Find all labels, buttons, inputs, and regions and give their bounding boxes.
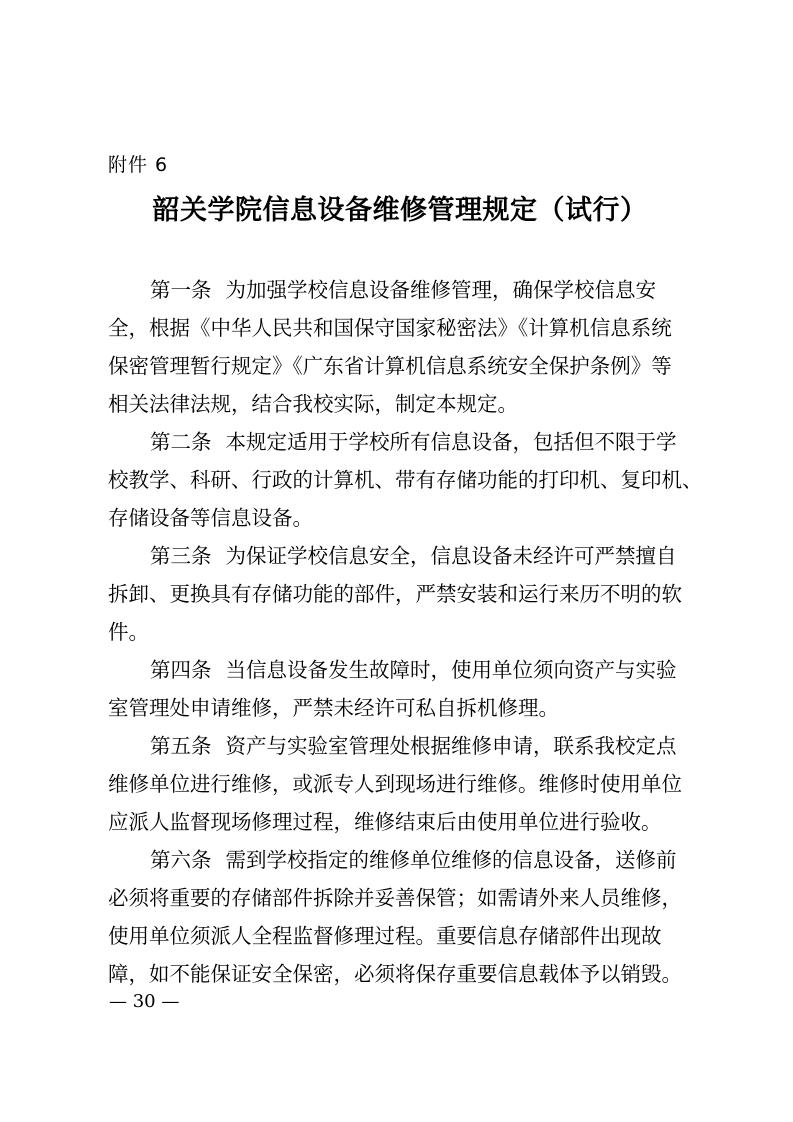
article-line: 件。 — [108, 620, 149, 644]
article-3 — [108, 537, 698, 651]
article-line — [108, 271, 698, 309]
article-line: 保密管理暂行规定》《广东省计算机信息系统安全保护条例》等 — [108, 354, 672, 378]
article-label: 第六条 — [150, 848, 212, 872]
attachment-label: 附件 6 — [108, 154, 169, 176]
article-line: 维修单位进行维修，或派专人到现场进行维修。维修时使用单位 — [108, 772, 682, 796]
article-line — [108, 841, 698, 879]
article-text: 为保证学校信息安全，信息设备未经许可严禁擅自 — [225, 544, 677, 568]
article-line: 拆卸、更换具有存储功能的部件，严禁安装和运行来历不明的软 — [108, 582, 682, 606]
article-label: 第五条 — [150, 734, 212, 758]
document-body — [108, 271, 703, 993]
article-text: 本规定适用于学校所有信息设备，包括但不限于学 — [225, 430, 677, 454]
article-line: 障，如不能保证安全保密，必须将保存重要信息载体予以销毁。 — [108, 962, 682, 986]
document-title: 韶关学院信息设备维修管理规定（试行） — [152, 195, 648, 226]
article-label: 第三条 — [150, 544, 212, 568]
article-line — [108, 537, 698, 575]
article-line — [108, 423, 698, 461]
article-text: 需到学校指定的维修单位维修的信息设备，送修前 — [225, 848, 677, 872]
article-2 — [108, 423, 703, 537]
article-label: 第一条 — [150, 278, 212, 302]
article-line: 校教学、科研、行政的计算机、带有存储功能的打印机、复印机、 — [108, 468, 703, 492]
article-line: 全，根据《中华人民共和国保守国家秘密法》《计算机信息系统 — [108, 316, 672, 340]
article-text: 资产与实验室管理处根据维修申请，联系我校定点 — [225, 734, 677, 758]
article-line: 必须将重要的存储部件拆除并妥善保管；如需请外来人员维修， — [108, 886, 682, 910]
article-line: 应派人监督现场修理过程，维修结束后由使用单位进行验收。 — [108, 810, 662, 834]
article-label: 第二条 — [150, 430, 212, 454]
article-1 — [108, 271, 698, 423]
article-4 — [108, 651, 698, 727]
article-text: 为加强学校信息设备维修管理，确保学校信息安 — [225, 278, 656, 302]
article-text: 当信息设备发生故障时，使用单位须向资产与实验 — [225, 658, 677, 682]
article-line: 使用单位须派人全程监督修理过程。重要信息存储部件出现故 — [108, 924, 662, 948]
article-line — [108, 651, 698, 689]
article-line: 相关法律法规，结合我校实际，制定本规定。 — [108, 392, 518, 416]
article-line — [108, 727, 698, 765]
article-6 — [108, 841, 698, 993]
article-line: 室管理处申请维修，严禁未经许可私自拆机修理。 — [108, 696, 559, 720]
article-line: 存储设备等信息设备。 — [108, 506, 313, 530]
article-label: 第四条 — [150, 658, 212, 682]
page-number: — 30 — — [109, 991, 180, 1012]
article-5 — [108, 727, 698, 841]
